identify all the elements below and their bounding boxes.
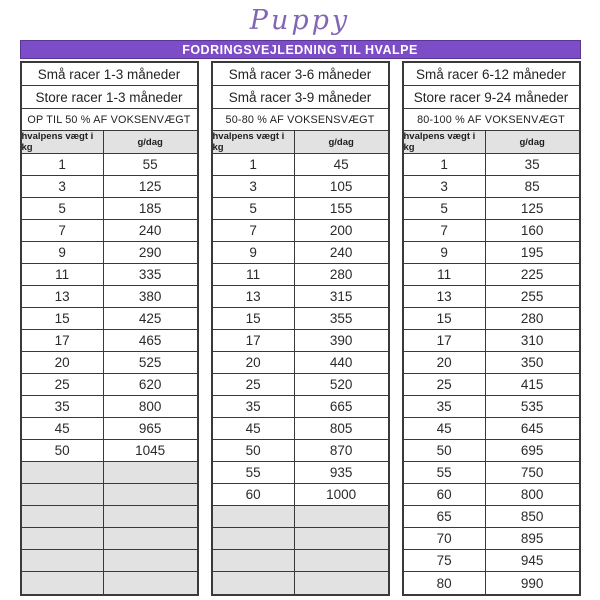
- gday-cell: [104, 462, 197, 483]
- page-title: FODRINGSVEJLEDNING TIL HVALPE: [182, 42, 418, 57]
- gday-cell: 425: [138, 311, 162, 326]
- weight-cell: 25: [22, 374, 104, 395]
- table-row: [22, 154, 197, 176]
- gday-cell: 535: [520, 399, 544, 414]
- table2-note-row: 50-80 % AF VOKSENSVÆGT: [213, 109, 388, 131]
- gday-cell: 440: [329, 355, 353, 370]
- gday-cell: 415: [520, 377, 544, 392]
- gday-cell: 125: [138, 179, 162, 194]
- table-row: [213, 286, 388, 308]
- table-row: [22, 528, 197, 550]
- gday-cell: 310: [520, 333, 544, 348]
- feeding-table-2: [211, 61, 390, 596]
- gday-cell: [295, 550, 388, 571]
- weight-cell: 45: [213, 418, 295, 439]
- feeding-table-1: [20, 61, 199, 596]
- table-row: [404, 462, 579, 484]
- brand-script-logo: Puppy: [249, 5, 351, 36]
- gday-cell: [104, 528, 197, 549]
- weight-cell: 1: [22, 154, 104, 175]
- gday-cell: [295, 528, 388, 549]
- gday-cell: 750: [520, 465, 544, 480]
- gday-cell: 805: [329, 421, 353, 436]
- gday-cell: 800: [138, 399, 162, 414]
- table-row: [404, 308, 579, 330]
- table-row: [404, 154, 579, 176]
- table-row: [404, 330, 579, 352]
- gday-column-header: g/dag: [137, 136, 163, 148]
- table1-rows: [22, 154, 197, 594]
- table-row: [213, 264, 388, 286]
- weight-cell: [213, 528, 295, 549]
- weight-cell: 9: [213, 242, 295, 263]
- weight-cell: 60: [213, 484, 295, 505]
- weight-cell: 75: [404, 550, 486, 571]
- gday-cell: 390: [329, 333, 353, 348]
- weight-cell: 15: [404, 308, 486, 329]
- weight-cell: 9: [22, 242, 104, 263]
- page-title-banner: [20, 40, 581, 59]
- table-row: [404, 220, 579, 242]
- gday-cell: 990: [520, 575, 544, 591]
- weight-cell: 3: [22, 176, 104, 197]
- table-row: [213, 440, 388, 462]
- table-row: [22, 374, 197, 396]
- table-row: [213, 484, 388, 506]
- gday-column-header: g/dag: [328, 136, 354, 148]
- weight-cell: 13: [213, 286, 295, 307]
- weight-cell: 11: [213, 264, 295, 285]
- table-row: [404, 484, 579, 506]
- gday-cell: 185: [138, 201, 162, 216]
- gday-cell: 240: [329, 245, 353, 260]
- table-row: [404, 550, 579, 572]
- weight-cell: 60: [404, 484, 486, 505]
- table3-rows: [404, 154, 579, 594]
- gday-cell: [104, 484, 197, 505]
- gday-cell: 290: [138, 245, 162, 260]
- weight-cell: 20: [213, 352, 295, 373]
- table-row: [213, 528, 388, 550]
- weight-cell: 65: [404, 506, 486, 527]
- weight-cell: 50: [213, 440, 295, 461]
- table-row: [404, 418, 579, 440]
- gday-cell: 665: [329, 399, 353, 414]
- weight-cell: 3: [213, 176, 295, 197]
- gday-cell: [295, 572, 388, 594]
- weight-cell: [213, 506, 295, 527]
- weight-cell: 50: [22, 440, 104, 461]
- table-row: [213, 176, 388, 198]
- feeding-table-3: [402, 61, 581, 596]
- gday-cell: 465: [138, 333, 162, 348]
- table-row: [22, 242, 197, 264]
- table-row: [213, 396, 388, 418]
- gday-cell: 520: [329, 377, 353, 392]
- table3-header-row-1: Små racer 6-12 måneder: [404, 63, 579, 86]
- table-row: [22, 396, 197, 418]
- table-row: [404, 572, 579, 594]
- table-row: [404, 242, 579, 264]
- weight-cell: 45: [404, 418, 486, 439]
- gday-cell: 620: [138, 377, 162, 392]
- weight-cell: 80: [404, 572, 486, 594]
- weight-cell: 7: [213, 220, 295, 241]
- gday-cell: 1000: [326, 487, 357, 502]
- gday-cell: 35: [524, 157, 540, 172]
- table-row: [213, 506, 388, 528]
- table-row: [213, 154, 388, 176]
- weight-cell: 35: [404, 396, 486, 417]
- weight-cell: 1: [404, 154, 486, 175]
- table2-rows: [213, 154, 388, 594]
- weight-cell: 25: [213, 374, 295, 395]
- weight-cell: 11: [404, 264, 486, 285]
- table-row: [22, 550, 197, 572]
- gday-cell: 225: [520, 267, 544, 282]
- table-row: [404, 176, 579, 198]
- table-row: [22, 198, 197, 220]
- gday-cell: 160: [520, 223, 544, 238]
- weight-cell: [213, 550, 295, 571]
- table-row: [22, 286, 197, 308]
- gday-cell: 380: [138, 289, 162, 304]
- table3-header-row-2: Store racer 9-24 måneder: [404, 86, 579, 109]
- gday-cell: 945: [520, 553, 544, 568]
- weight-cell: 35: [22, 396, 104, 417]
- gday-cell: 850: [520, 509, 544, 524]
- table-row: [213, 220, 388, 242]
- feeding-tables-container: [20, 61, 581, 596]
- weight-cell: 7: [22, 220, 104, 241]
- table-row: [213, 572, 388, 594]
- table3-column-header-row: [404, 131, 579, 154]
- gday-cell: 240: [138, 223, 162, 238]
- table1-header-row-1: Små racer 1-3 måneder: [22, 63, 197, 86]
- table2-header-row-2: Små racer 3-9 måneder: [213, 86, 388, 109]
- weight-cell: 45: [22, 418, 104, 439]
- table-row: [404, 440, 579, 462]
- weight-column-header: hvalpens vægt i kg: [404, 131, 486, 153]
- table-row: [404, 286, 579, 308]
- weight-column-header: hvalpens vægt i kg: [22, 131, 104, 153]
- gday-cell: 350: [520, 355, 544, 370]
- weight-cell: 35: [213, 396, 295, 417]
- gday-cell: [295, 506, 388, 527]
- weight-cell: [22, 550, 104, 571]
- weight-cell: [22, 572, 104, 594]
- weight-cell: 55: [213, 462, 295, 483]
- table-row: [213, 198, 388, 220]
- gday-cell: 965: [138, 421, 162, 436]
- gday-cell: 45: [333, 157, 349, 172]
- table-row: [213, 352, 388, 374]
- table-row: [22, 462, 197, 484]
- gday-cell: 870: [329, 443, 353, 458]
- weight-cell: [22, 506, 104, 527]
- table-row: [22, 484, 197, 506]
- table-row: [404, 506, 579, 528]
- table-row: [404, 198, 579, 220]
- weight-cell: 55: [404, 462, 486, 483]
- gday-cell: 195: [520, 245, 544, 260]
- weight-column-header: hvalpens vægt i kg: [213, 131, 295, 153]
- gday-cell: 280: [329, 267, 353, 282]
- gday-cell: 1045: [135, 443, 166, 458]
- table-row: [22, 220, 197, 242]
- weight-cell: 3: [404, 176, 486, 197]
- gday-cell: 335: [138, 267, 162, 282]
- gday-cell: 125: [520, 201, 544, 216]
- weight-cell: 1: [213, 154, 295, 175]
- table-row: [22, 572, 197, 594]
- table3-note-row: 80-100 % AF VOKSENVÆGT: [404, 109, 579, 131]
- table-row: [22, 264, 197, 286]
- weight-cell: 25: [404, 374, 486, 395]
- weight-cell: 7: [404, 220, 486, 241]
- weight-cell: 20: [404, 352, 486, 373]
- table-row: [404, 352, 579, 374]
- gday-cell: [104, 550, 197, 571]
- gday-cell: [104, 506, 197, 527]
- weight-cell: 5: [22, 198, 104, 219]
- weight-cell: [22, 462, 104, 483]
- gday-cell: 200: [329, 223, 353, 238]
- table1-header-row-2: Store racer 1-3 måneder: [22, 86, 197, 109]
- weight-cell: [213, 572, 295, 594]
- gday-cell: 525: [138, 355, 162, 370]
- table-row: [22, 352, 197, 374]
- table-row: [213, 418, 388, 440]
- table-row: [213, 242, 388, 264]
- table-row: [22, 330, 197, 352]
- table-row: [404, 396, 579, 418]
- table-row: [213, 462, 388, 484]
- table-row: [404, 528, 579, 550]
- gday-cell: [104, 572, 197, 594]
- gday-cell: 85: [524, 179, 540, 194]
- gday-cell: 355: [329, 311, 353, 326]
- gday-cell: 645: [520, 421, 544, 436]
- weight-cell: 17: [213, 330, 295, 351]
- table1-note-row: OP TIL 50 % AF VOKSENVÆGT: [22, 109, 197, 131]
- weight-cell: 20: [22, 352, 104, 373]
- table2-column-header-row: [213, 131, 388, 154]
- gday-cell: 105: [329, 179, 353, 194]
- gday-column-header: g/dag: [519, 136, 545, 148]
- table-row: [22, 440, 197, 462]
- weight-cell: 13: [22, 286, 104, 307]
- table-row: [213, 308, 388, 330]
- table-row: [404, 374, 579, 396]
- table-row: [404, 264, 579, 286]
- table-row: [213, 330, 388, 352]
- gday-cell: 155: [329, 201, 353, 216]
- weight-cell: [22, 484, 104, 505]
- table-row: [22, 418, 197, 440]
- weight-cell: 17: [22, 330, 104, 351]
- weight-cell: 15: [213, 308, 295, 329]
- table1-column-header-row: [22, 131, 197, 154]
- weight-cell: 5: [404, 198, 486, 219]
- weight-cell: 11: [22, 264, 104, 285]
- gday-cell: 315: [329, 289, 353, 304]
- table-row: [22, 506, 197, 528]
- table-row: [22, 176, 197, 198]
- weight-cell: 13: [404, 286, 486, 307]
- gday-cell: 935: [329, 465, 353, 480]
- gday-cell: 695: [520, 443, 544, 458]
- table-row: [22, 308, 197, 330]
- weight-cell: 50: [404, 440, 486, 461]
- weight-cell: 15: [22, 308, 104, 329]
- gday-cell: 255: [520, 289, 544, 304]
- weight-cell: 17: [404, 330, 486, 351]
- gday-cell: 280: [520, 311, 544, 326]
- gday-cell: 800: [520, 487, 544, 502]
- weight-cell: [22, 528, 104, 549]
- gday-cell: 55: [142, 157, 158, 172]
- weight-cell: 9: [404, 242, 486, 263]
- gday-cell: 895: [520, 531, 544, 546]
- table-row: [213, 374, 388, 396]
- table2-header-row-1: Små racer 3-6 måneder: [213, 63, 388, 86]
- weight-cell: 70: [404, 528, 486, 549]
- weight-cell: 5: [213, 198, 295, 219]
- table-row: [213, 550, 388, 572]
